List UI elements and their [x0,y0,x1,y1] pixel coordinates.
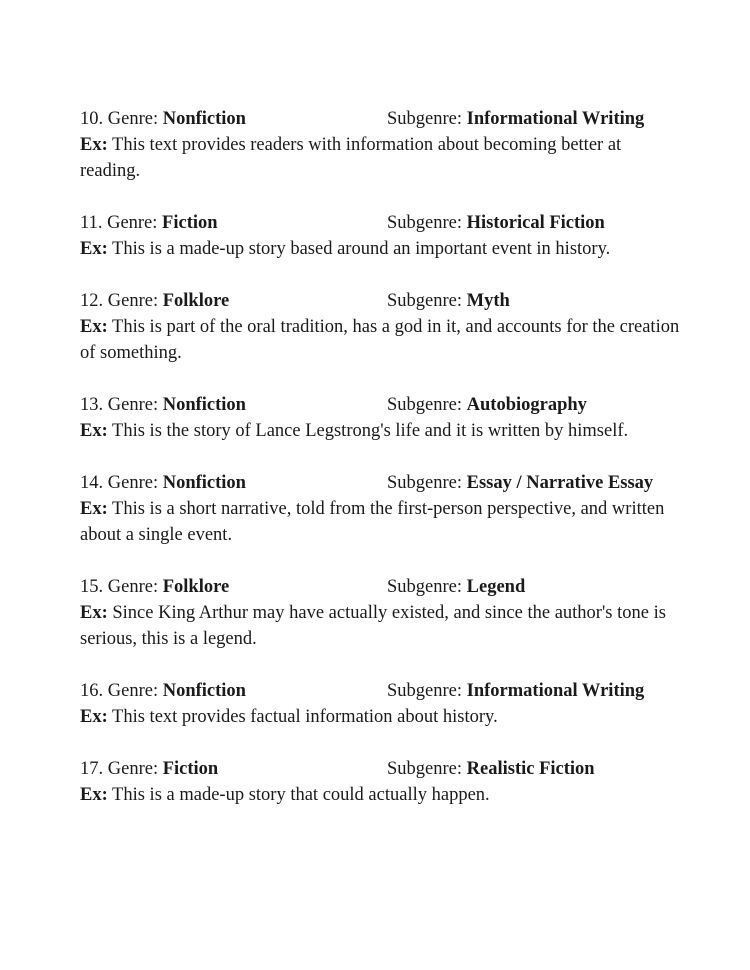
genre-value: Fiction [162,759,219,779]
genre-row [80,210,680,236]
genre-row [80,288,680,314]
genre-label: Genre: [107,291,159,311]
example-label: Ex: [80,785,108,805]
genre-cell [80,106,246,132]
example-value: This text provides factual information about history. [112,707,498,727]
example-label: Ex: [80,135,108,155]
subgenre-value: Realistic Fiction [466,759,595,779]
subgenre-cell [387,574,525,600]
genre-label: Genre: [107,473,159,493]
item-number: 14. [80,473,104,493]
subgenre-value: Essay / Narrative Essay [466,473,654,493]
subgenre-label: Subgenre: [387,291,463,311]
example-value: This text provides readers with information about becoming better at reading. [80,135,622,181]
subgenre-value: Myth [466,291,510,311]
subgenre-value: Autobiography [466,395,587,415]
answer-entry [80,210,680,262]
example-label: Ex: [80,421,108,441]
item-number: 17. [80,759,104,779]
genre-label: Genre: [107,681,159,701]
item-number: 10. [80,109,104,129]
example-text [80,782,680,808]
answer-list [80,106,680,834]
example-label: Ex: [80,707,108,727]
example-text [80,704,680,730]
genre-row [80,106,680,132]
item-number: 11. [80,213,103,233]
genre-value: Nonfiction [162,473,246,493]
genre-row [80,574,680,600]
subgenre-value: Legend [466,577,526,597]
genre-value: Folklore [162,291,230,311]
genre-value: Nonfiction [162,109,246,129]
genre-cell [80,678,246,704]
answer-entry [80,756,680,808]
item-number: 15. [80,577,104,597]
example-label: Ex: [80,317,108,337]
subgenre-label: Subgenre: [387,759,463,779]
example-value: This is a made-up story that could actually happen. [112,785,490,805]
subgenre-cell [387,210,605,236]
genre-row [80,678,680,704]
genre-cell [80,210,218,236]
example-text [80,132,680,184]
example-value: This is a short narrative, told from the first-person perspective, and written about a single event. [80,499,665,545]
genre-row [80,470,680,496]
example-text [80,314,680,366]
subgenre-cell [387,106,644,132]
subgenre-label: Subgenre: [387,213,463,233]
genre-label: Genre: [107,759,159,779]
genre-label: Genre: [107,109,159,129]
subgenre-value: Informational Writing [466,109,645,129]
example-text [80,600,680,652]
subgenre-value: Informational Writing [466,681,645,701]
subgenre-cell [387,756,595,782]
subgenre-label: Subgenre: [387,109,463,129]
answer-entry [80,392,680,444]
subgenre-cell [387,392,587,418]
genre-cell [80,288,229,314]
example-value: Since King Arthur may have actually existed, and since the author's tone is serious, this is a legend. [80,603,666,649]
example-label: Ex: [80,499,108,519]
genre-cell [80,392,246,418]
genre-value: Folklore [162,577,230,597]
genre-row [80,756,680,782]
answer-entry [80,574,680,652]
item-number: 13. [80,395,104,415]
subgenre-label: Subgenre: [387,577,463,597]
genre-label: Genre: [107,213,158,233]
answer-entry [80,106,680,184]
item-number: 16. [80,681,104,701]
example-text [80,496,680,548]
example-value: This is the story of Lance Legstrong's life and it is written by himself. [112,421,629,441]
genre-row [80,392,680,418]
example-label: Ex: [80,603,108,623]
subgenre-cell [387,288,510,314]
genre-value: Fiction [162,213,218,233]
subgenre-value: Historical Fiction [466,213,605,233]
answer-entry [80,288,680,366]
answer-entry [80,470,680,548]
genre-cell [80,756,218,782]
example-label: Ex: [80,239,108,259]
genre-value: Nonfiction [162,395,246,415]
subgenre-cell [387,678,644,704]
example-text [80,236,680,262]
example-value: This is part of the oral tradition, has a god in it, and accounts for the creation of something. [80,317,680,363]
item-number: 12. [80,291,104,311]
subgenre-cell [387,470,653,496]
genre-label: Genre: [107,577,159,597]
genre-cell [80,574,229,600]
subgenre-label: Subgenre: [387,681,463,701]
example-text [80,418,680,444]
subgenre-label: Subgenre: [387,395,463,415]
genre-label: Genre: [107,395,159,415]
answer-entry [80,678,680,730]
subgenre-label: Subgenre: [387,473,463,493]
genre-value: Nonfiction [162,681,246,701]
example-value: This is a made-up story based around an important event in history. [112,239,611,259]
genre-cell [80,470,246,496]
